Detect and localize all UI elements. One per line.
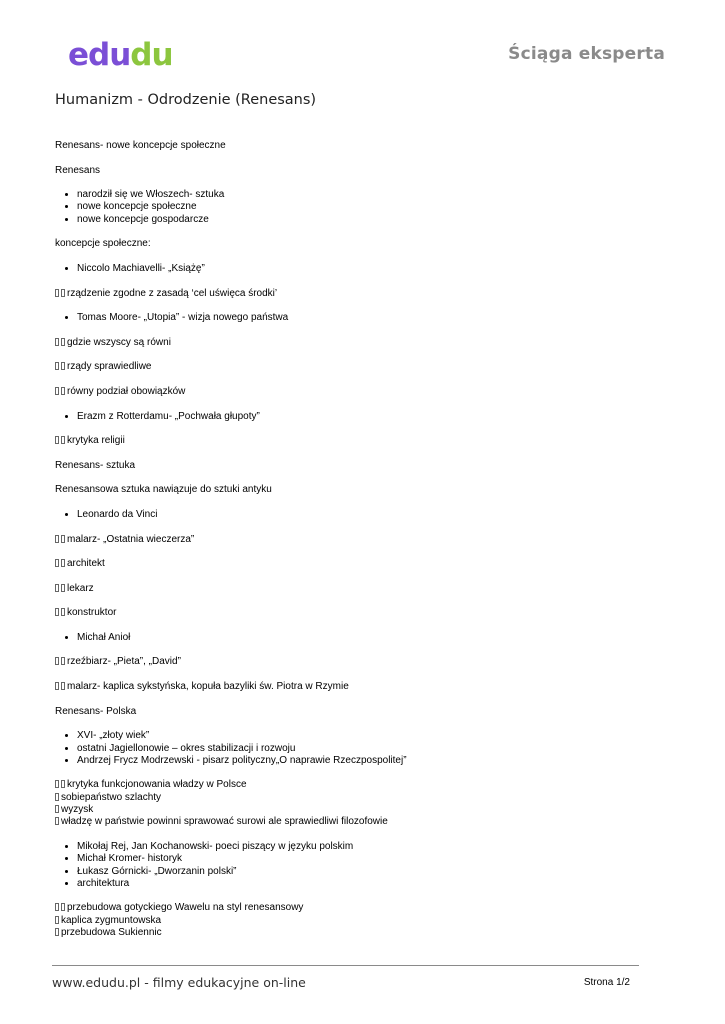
paragraph-text: krytyka funkcjonowania władzy w Polsce [67, 779, 247, 791]
paragraph-text: wyzysk [61, 804, 94, 816]
paragraph-text: przebudowa gotyckiego Wawelu na styl renesansowy [67, 902, 304, 914]
missing-glyph-icon [61, 682, 65, 690]
missing-glyph-icon [55, 535, 59, 543]
bullet-list [55, 509, 655, 521]
missing-glyph-icon [61, 780, 65, 788]
paragraph-text: krytyka religii [67, 435, 125, 447]
missing-glyph-icon [61, 338, 65, 346]
paragraph-text: rządzenie zgodne z zasadą ‘cel uświęca środki’ [67, 287, 278, 299]
sub-point [55, 656, 655, 668]
missing-glyph-icon [55, 805, 59, 813]
sub-point [55, 288, 655, 300]
paragraph [55, 238, 655, 250]
sub-point [55, 681, 655, 693]
missing-glyph-icon [55, 817, 59, 825]
missing-glyph-icon [61, 436, 65, 444]
list-item: • Michał Anioł [77, 632, 655, 644]
missing-glyph-icon [55, 436, 59, 444]
missing-glyph-icon [55, 289, 59, 297]
page-number: Strona 1/2 [583, 977, 630, 988]
sub-point [55, 804, 655, 816]
list-item: • Niccolo Machiavelli- „Książę” [77, 263, 655, 275]
sub-point [55, 915, 655, 927]
sub-point [55, 386, 655, 398]
missing-glyph-icon [61, 289, 65, 297]
footer-divider [52, 965, 639, 966]
paragraph-text: przebudowa Sukiennic [61, 927, 162, 938]
svg-text:edudu: edudu [68, 37, 173, 73]
list-item: • narodził się we Włoszech- sztuka [77, 189, 655, 201]
list-item: • ostatni Jagiellonowie – okres stabilizacji i rozwoju [77, 743, 655, 755]
paragraph [55, 460, 655, 472]
missing-glyph-icon [61, 584, 65, 592]
brand-tagline: Ściąga eksperta [508, 44, 665, 64]
bullet-list [55, 730, 655, 767]
bullet-list [55, 411, 655, 423]
paragraph-text: malarz- „Ostatnia wieczerza” [67, 533, 195, 545]
list-item: • Łukasz Górnicki- „Dworzanin polski” [77, 866, 655, 878]
edudu-logo [66, 36, 176, 74]
list-item: • nowe koncepcje gospodarcze [77, 214, 655, 226]
bullet-list [55, 312, 655, 324]
bullet-list [55, 263, 655, 275]
paragraph-text: architekt [67, 558, 105, 570]
missing-glyph-icon [55, 928, 59, 936]
missing-glyph-icon [55, 916, 59, 924]
list-item: • Leonardo da Vinci [77, 509, 655, 521]
footer-site-link[interactable]: www.edudu.pl - filmy edukacyjne on-line [52, 975, 306, 990]
list-item: • Michał Kromer- historyk [77, 853, 655, 865]
paragraph-text: równy podział obowiązków [67, 385, 186, 397]
paragraph-text: gdzie wszyscy są równi [67, 336, 171, 348]
list-item: • Mikołaj Rej, Jan Kochanowski- poeci piszący w języku polskim [77, 841, 655, 853]
missing-glyph-icon [61, 387, 65, 395]
list-item: • Erazm z Rotterdamu- „Pochwała głupoty” [77, 411, 655, 423]
list-item: • Andrzej Frycz Modrzewski - pisarz polityczny„O naprawie Rzeczpospolitej” [77, 755, 655, 767]
paragraph-text: sobiepaństwo szlachty [61, 791, 162, 803]
paragraph-text: koncepcje społeczne: [55, 238, 151, 250]
sub-point [55, 792, 655, 804]
sub-point [55, 558, 655, 570]
missing-glyph-icon [55, 793, 59, 801]
sub-point [55, 337, 655, 349]
missing-glyph-icon [55, 362, 59, 370]
paragraph-text: kaplica zygmuntowska [61, 914, 162, 926]
paragraph [55, 140, 655, 152]
sub-point [55, 583, 655, 595]
sub-point [55, 927, 655, 939]
missing-glyph-icon [55, 903, 59, 911]
sub-point [55, 435, 655, 447]
paragraph [55, 484, 655, 496]
paragraph-text: Renesans- nowe koncepcje społeczne [55, 140, 226, 151]
page-title: Humanizm - Odrodzenie (Renesans) [55, 92, 317, 108]
missing-glyph-icon [55, 584, 59, 592]
missing-glyph-icon [61, 608, 65, 616]
sub-point [55, 534, 655, 546]
missing-glyph-icon [55, 682, 59, 690]
missing-glyph-icon [55, 608, 59, 616]
list-item: • nowe koncepcje społeczne [77, 201, 655, 213]
sub-point [55, 361, 655, 373]
sub-point [55, 816, 655, 828]
sub-point [55, 779, 655, 791]
paragraph-text: konstruktor [67, 607, 117, 619]
list-item: • XVI- „złoty wiek” [77, 730, 655, 742]
list-item: • architektura [77, 878, 655, 890]
paragraph-text: Renesans- Polska [55, 705, 137, 717]
paragraph-text: Renesans [55, 164, 101, 176]
paragraph-text: rządy sprawiedliwe [67, 361, 152, 373]
paragraph-text: Renesans- sztuka [55, 459, 136, 471]
missing-glyph-icon [61, 535, 65, 543]
bullet-list [55, 841, 655, 890]
paragraph-text: władzę w państwie powinni sprawować surowi ale sprawiedliwi filozofowie [61, 816, 388, 828]
missing-glyph-icon [55, 338, 59, 346]
missing-glyph-icon [61, 903, 65, 911]
document-body [55, 140, 655, 952]
paragraph-text: lekarz [67, 582, 94, 594]
missing-glyph-icon [55, 559, 59, 567]
missing-glyph-icon [61, 559, 65, 567]
missing-glyph-icon [61, 362, 65, 370]
paragraph [55, 706, 655, 718]
paragraph-text: malarz- kaplica sykstyńska, kopuła bazyliki św. Piotra w Rzymie [67, 681, 349, 693]
sub-point [55, 902, 655, 914]
list-item: • Tomas Moore- „Utopia” - wizja nowego państwa [77, 312, 655, 324]
sub-point [55, 607, 655, 619]
paragraph [55, 165, 655, 177]
bullet-list [55, 189, 655, 226]
missing-glyph-icon [55, 387, 59, 395]
missing-glyph-icon [55, 657, 59, 665]
missing-glyph-icon [55, 780, 59, 788]
bullet-list [55, 632, 655, 644]
paragraph-text: rzeźbiarz- „Pieta”, „David” [67, 656, 181, 668]
paragraph-text: Renesansowa sztuka nawiązuje do sztuki antyku [55, 484, 272, 496]
missing-glyph-icon [61, 657, 65, 665]
